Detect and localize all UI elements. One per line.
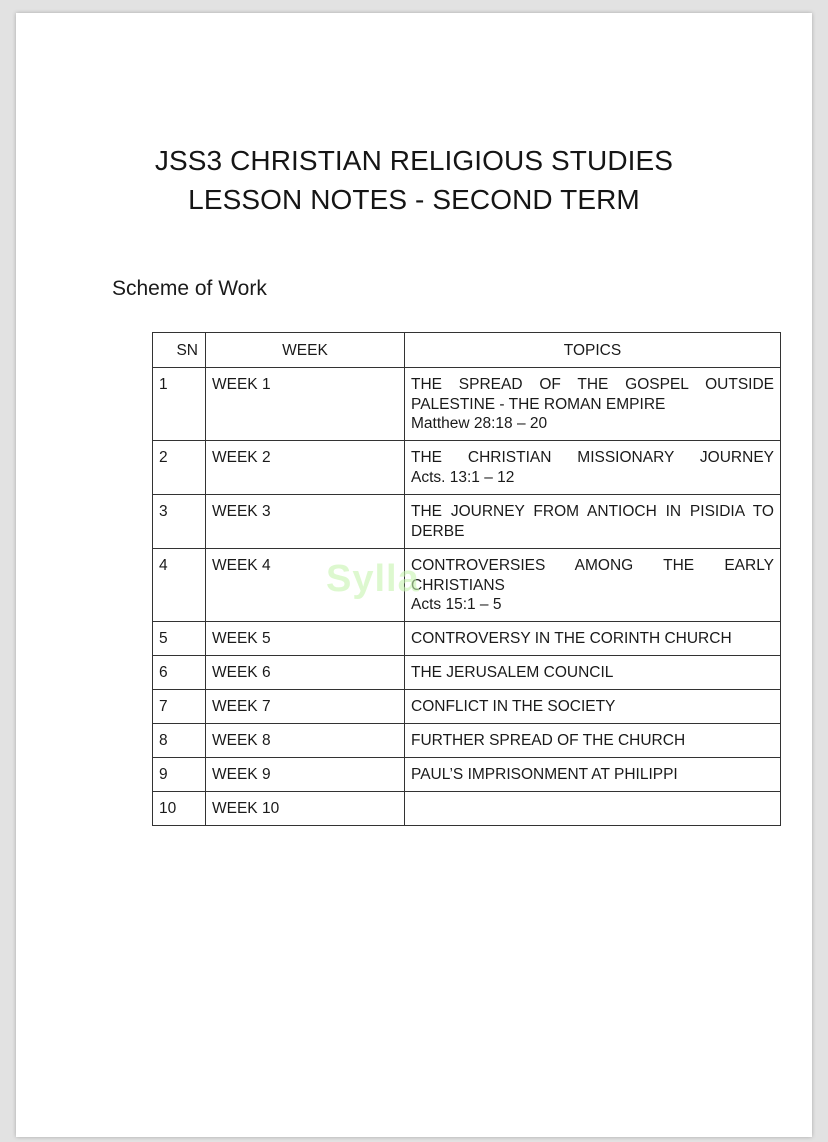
cell-topic bbox=[405, 792, 781, 826]
cell-sn: 7 bbox=[153, 690, 206, 724]
cell-week: WEEK 1 bbox=[206, 368, 405, 441]
cell-week: WEEK 3 bbox=[206, 495, 405, 549]
cell-topic: THE JERUSALEM COUNCIL bbox=[405, 656, 781, 690]
cell-topic: CONFLICT IN THE SOCIETY bbox=[405, 690, 781, 724]
document-page bbox=[16, 13, 812, 1137]
cell-week: WEEK 6 bbox=[206, 656, 405, 690]
cell-topic bbox=[405, 549, 781, 622]
cell-week: WEEK 7 bbox=[206, 690, 405, 724]
header-topics: TOPICS bbox=[405, 333, 781, 368]
table-row bbox=[153, 690, 781, 724]
cell-topic bbox=[405, 368, 781, 441]
watermark: Sylla bbox=[326, 558, 420, 600]
table-row bbox=[153, 368, 781, 441]
topic-title: THE SPREAD OF THE GOSPEL OUTSIDE PALESTINE - THE ROMAN EMPIRE bbox=[411, 376, 774, 413]
table-row bbox=[153, 724, 781, 758]
cell-topic: PAUL’S IMPRISONMENT AT PHILIPPI bbox=[405, 758, 781, 792]
cell-topic: FURTHER SPREAD OF THE CHURCH bbox=[405, 724, 781, 758]
table-row bbox=[153, 656, 781, 690]
cell-sn: 10 bbox=[153, 792, 206, 826]
table-row bbox=[153, 622, 781, 656]
cell-sn: 5 bbox=[153, 622, 206, 656]
section-heading: Scheme of Work bbox=[112, 277, 267, 300]
cell-week: WEEK 2 bbox=[206, 441, 405, 495]
cell-topic bbox=[405, 441, 781, 495]
table-row bbox=[153, 441, 781, 495]
header-week: WEEK bbox=[206, 333, 405, 368]
table-row bbox=[153, 758, 781, 792]
topic-reference: Acts 15:1 – 5 bbox=[411, 596, 502, 613]
cell-week: WEEK 10 bbox=[206, 792, 405, 826]
cell-sn: 6 bbox=[153, 656, 206, 690]
cell-topic bbox=[405, 495, 781, 549]
topic-title: THE JOURNEY FROM ANTIOCH IN PISIDIA TO DERBE bbox=[411, 503, 774, 540]
topic-reference: Matthew 28:18 – 20 bbox=[411, 415, 548, 432]
title-line-1: JSS3 CHRISTIAN RELIGIOUS STUDIES bbox=[154, 145, 674, 176]
cell-sn: 3 bbox=[153, 495, 206, 549]
topic-reference: Acts. 13:1 – 12 bbox=[411, 468, 515, 486]
table-header-row bbox=[153, 333, 781, 368]
table-row bbox=[153, 792, 781, 826]
cell-sn: 1 bbox=[153, 368, 206, 441]
topic-title: CONTROVERSIES AMONG THE EARLY CHRISTIANS bbox=[411, 557, 774, 594]
cell-week: WEEK 5 bbox=[206, 622, 405, 656]
cell-sn: 2 bbox=[153, 441, 206, 495]
document-title bbox=[16, 141, 812, 219]
cell-sn: 8 bbox=[153, 724, 206, 758]
title-line-2: LESSON NOTES - SECOND TERM bbox=[188, 184, 640, 215]
cell-week: WEEK 9 bbox=[206, 758, 405, 792]
table-row bbox=[153, 549, 781, 622]
cell-topic: CONTROVERSY IN THE CORINTH CHURCH bbox=[405, 622, 781, 656]
scheme-of-work-table bbox=[152, 332, 781, 826]
cell-week: WEEK 8 bbox=[206, 724, 405, 758]
header-sn: SN bbox=[153, 333, 206, 368]
cell-sn: 4 bbox=[153, 549, 206, 622]
cell-sn: 9 bbox=[153, 758, 206, 792]
topic-title: THE CHRISTIAN MISSIONARY JOURNEY bbox=[411, 449, 774, 466]
table-row bbox=[153, 495, 781, 549]
cell-week: WEEK 4 bbox=[206, 549, 405, 622]
